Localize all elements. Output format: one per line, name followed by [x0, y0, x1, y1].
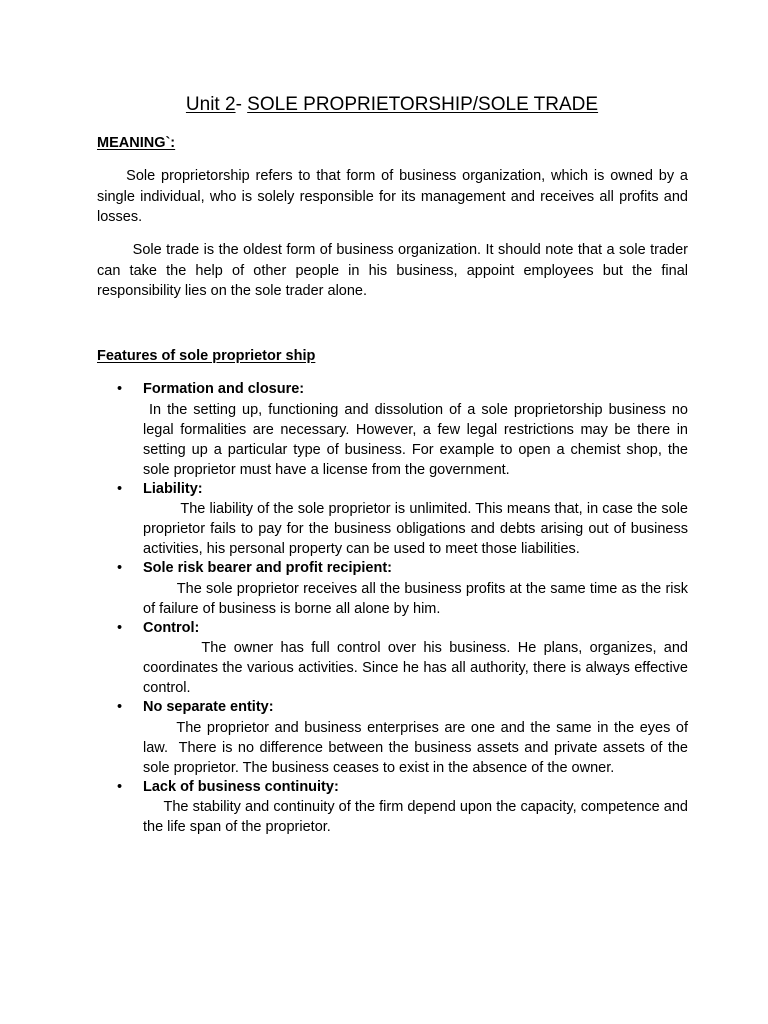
title-dash: - — [235, 94, 248, 115]
bullet-icon: • — [117, 480, 123, 497]
bullet-icon: • — [117, 778, 123, 795]
features-list — [97, 380, 688, 837]
feature-text: The stability and continuity of the firm depend upon the capacity, competence and the life span of the proprietor. — [143, 799, 688, 835]
feature-control — [97, 619, 688, 699]
title-unit: Unit 2 — [185, 94, 236, 115]
feature-title: Formation and closure: — [143, 381, 305, 397]
feature-title: Sole risk bearer and profit recipient: — [143, 560, 392, 576]
features-heading: Features of sole proprietor ship — [97, 348, 316, 364]
feature-liability — [97, 480, 688, 560]
feature-title: No separate entity: — [143, 699, 274, 715]
title-main: SOLE PROPRIETORSHIP/SOLE TRADE — [247, 94, 599, 115]
feature-formation-and-closure — [97, 380, 688, 480]
paragraph-sole-trade: Sole trade is the oldest form of business organization. It should note that a sole trader can take the help of other people in his business, appoint employees but the final responsibility lies on the sole trader alone. — [97, 242, 688, 299]
feature-title: Control: — [143, 619, 200, 636]
feature-lack-of-continuity — [97, 778, 688, 838]
paragraph-sole-proprietorship: Sole proprietorship refers to that form of business organization, which is owned by a single individual, who is solely responsible for its management and receives all profits and losses. — [97, 168, 688, 225]
bullet-icon: • — [117, 560, 123, 576]
feature-title: Lack of business continuity: — [143, 778, 339, 795]
feature-no-separate-entity — [97, 698, 688, 778]
bullet-icon: • — [117, 619, 123, 636]
page-title — [0, 93, 768, 117]
feature-text: In the setting up, functioning and dissolution of a sole proprietorship business no legal formalities are necessary. However, a few legal restrictions may be there in setting up a particular type of business. For example to open a chemist shop, the sole proprietor must have a license from the government. — [143, 401, 688, 478]
feature-title: Liability: — [143, 480, 203, 497]
feature-sole-risk-bearer — [97, 559, 688, 619]
feature-text: The liability of the sole proprietor is unlimited. This means that, in case the sole proprietor fails to pay for the business obligations and debts arising out of business activities, his personal property can be used to meet those liabilities. — [143, 501, 688, 557]
bullet-icon: • — [117, 381, 123, 397]
feature-text: The sole proprietor receives all the business profits at the same time as the risk of failure of business is borne all alone by him. — [143, 580, 688, 617]
bullet-icon: • — [117, 699, 123, 715]
feature-text: The proprietor and business enterprises are one and the same in the eyes of law. There is no difference between the business assets and private assets of the sole proprietor. The business ceases to exist in the absence of the owner. — [143, 719, 688, 776]
feature-text: The owner has full control over his business. He plans, organizes, and coordinates the various activities. Since he has all authority, there is always effective control. — [143, 640, 688, 696]
meaning-heading: MEANING`: — [97, 135, 176, 151]
